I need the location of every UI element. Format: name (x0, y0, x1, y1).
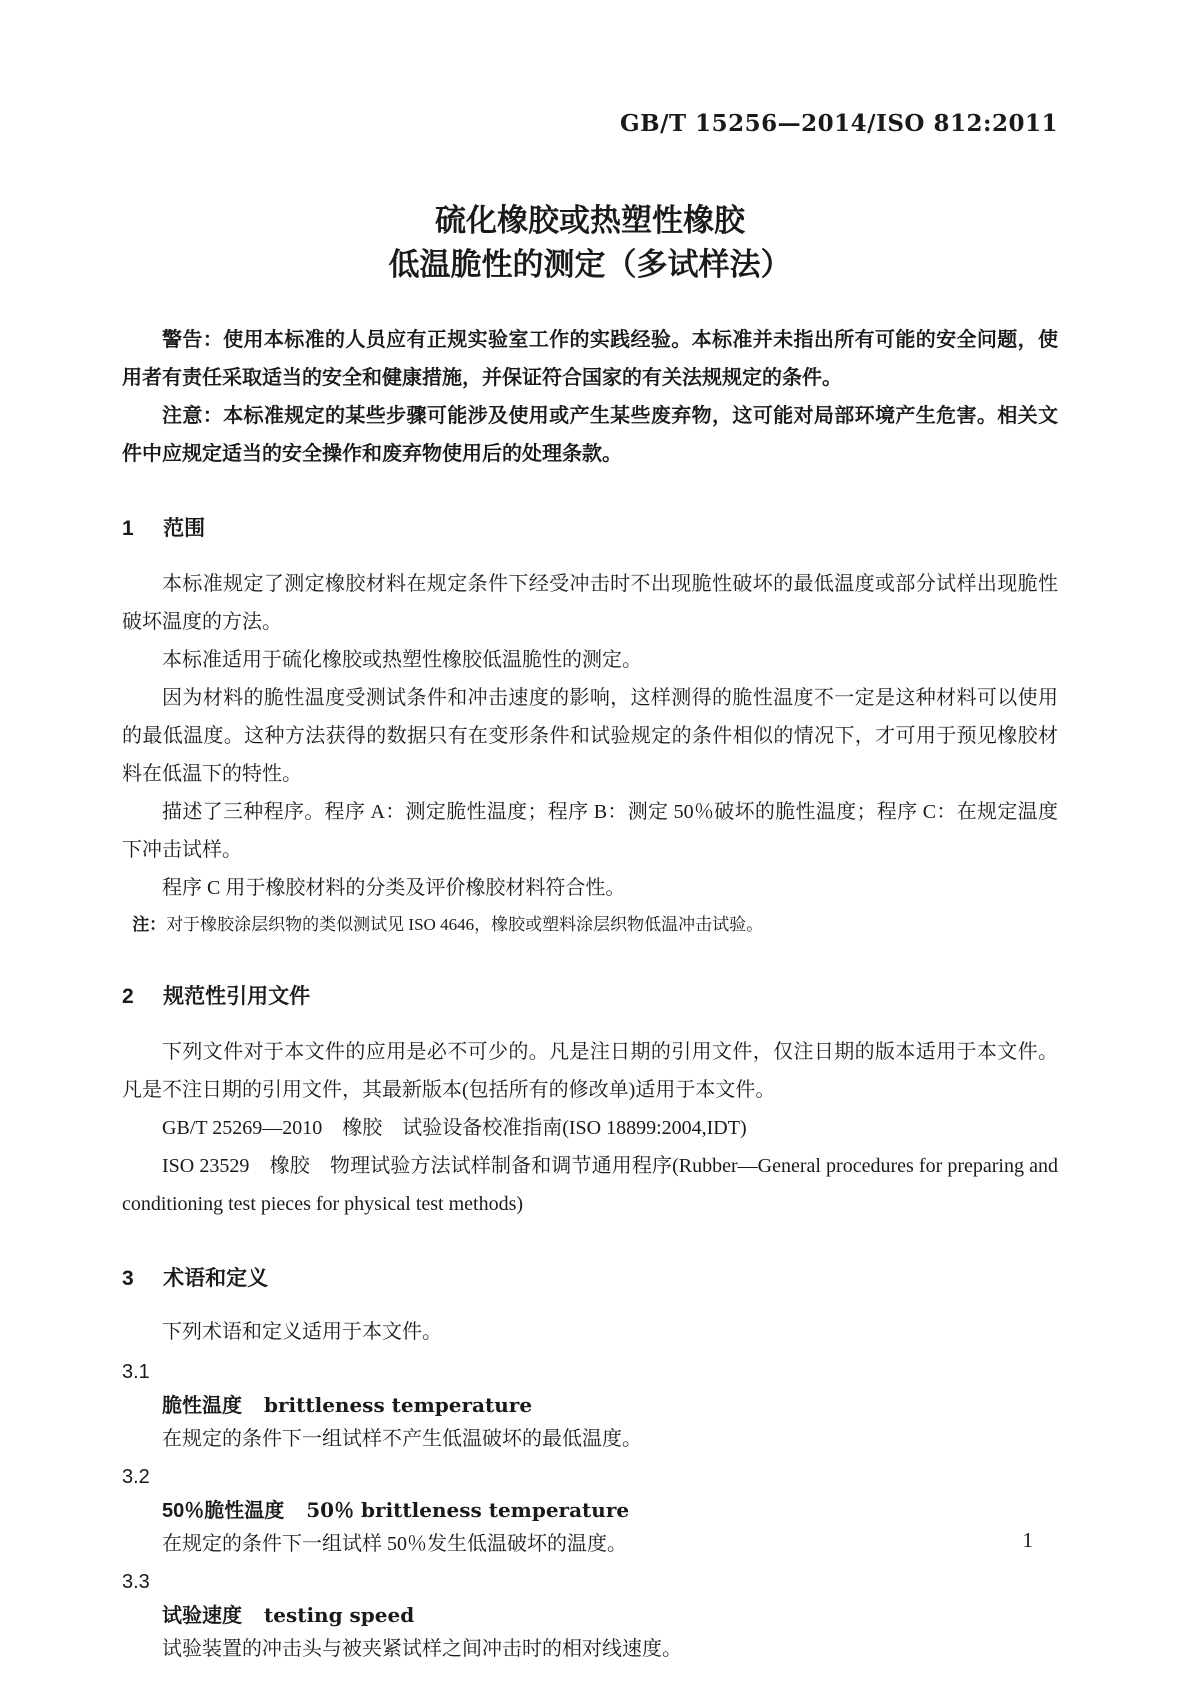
term-id: 3.3 (122, 1571, 150, 1593)
reference-item: GB/T 25269—2010 橡胶 试验设备校准指南(ISO 18899:2004,IDT) (162, 1117, 747, 1139)
scope-paragraph: 本标准适用于硫化橡胶或热塑性橡胶低温脆性的测定。 (162, 649, 642, 671)
term-entry (122, 1565, 1058, 1666)
term-definition: 试验装置的冲击头与被夹紧试样之间冲击时的相对线速度。 (162, 1638, 682, 1660)
clause-3-title: 术语和定义 (163, 1267, 269, 1290)
document-title-line2: 低温脆性的测定（多试样法） (388, 247, 792, 282)
scope-paragraph: 描述了三种程序。程序 A：测定脆性温度；程序 B：测定 50％破坏的脆性温度；程序 C：在规定温度下冲击试样。 (122, 801, 1058, 861)
terms-intro: 下列术语和定义适用于本文件。 (162, 1321, 442, 1343)
term-en: brittleness temperature (264, 1393, 533, 1417)
clause-1-heading (122, 515, 1058, 543)
page-content (122, 0, 1058, 1666)
references-intro: 下列文件对于本文件的应用是必不可少的。凡是注日期的引用文件，仅注日期的版本适用于本文件。凡是不注日期的引用文件，其最新版本(包括所有的修改单)适用于本文件。 (122, 1041, 1058, 1101)
scope-paragraph: 因为材料的脆性温度受测试条件和冲击速度的影响，这样测得的脆性温度不一定是这种材料可以使用的最低温度。这种方法获得的数据只有在变形条件和试验规定的条件相似的情况下，才可用于预见橡胶材料在低温下的特性。 (122, 687, 1058, 785)
term-entry (122, 1355, 1058, 1456)
page-number: 1 (1022, 1528, 1033, 1552)
term-zh: 50％脆性温度 (162, 1500, 285, 1522)
term-name-line (122, 1599, 1058, 1633)
clause-3-heading (122, 1265, 1058, 1293)
clause-3-number: 3 (122, 1267, 134, 1290)
term-zh: 试验速度 (162, 1605, 242, 1627)
note-text: 对于橡胶涂层织物的类似测试见 ISO 4646，橡胶或塑料涂层织物低温冲击试验。 (166, 915, 764, 934)
term-id: 3.1 (122, 1361, 150, 1383)
term-en: testing speed (264, 1603, 415, 1627)
standard-code-header: GB/T 15256—2014/ISO 812:2011 (620, 110, 1058, 137)
note-label: 注： (132, 915, 167, 934)
clause-2-body (122, 1033, 1058, 1223)
clause-1-body (122, 565, 1058, 941)
scope-paragraph: 程序 C 用于橡胶材料的分类及评价橡胶材料符合性。 (162, 877, 626, 899)
clause-1-title: 范围 (163, 517, 206, 540)
foreword-block (122, 321, 1058, 473)
term-name-line (122, 1494, 1058, 1528)
scope-note (122, 909, 1058, 941)
scope-paragraph: 本标准规定了测定橡胶材料在规定条件下经受冲击时不出现脆性破坏的最低温度或部分试样出现脆性破坏温度的方法。 (122, 573, 1058, 633)
term-zh: 脆性温度 (162, 1395, 242, 1417)
term-en: 50％ brittleness temperature (306, 1498, 630, 1522)
document-title-line1: 硫化橡胶或热塑性橡胶 (435, 203, 745, 238)
term-id: 3.2 (122, 1466, 150, 1488)
clause-1-number: 1 (122, 517, 134, 540)
term-definition: 在规定的条件下一组试样不产生低温破坏的最低温度。 (162, 1428, 642, 1450)
reference-item: ISO 23529 橡胶 物理试验方法试样制备和调节通用程序(Rubber—General procedures for preparing and conditioning test pieces for physical test methods) (122, 1155, 1058, 1215)
clause-2-title: 规范性引用文件 (163, 985, 311, 1008)
term-entry (122, 1460, 1058, 1561)
notice-paragraph: 注意：本标准规定的某些步骤可能涉及使用或产生某些废弃物，这可能对局部环境产生危害。相关文件中应规定适当的安全操作和废弃物使用后的处理条款。 (122, 405, 1058, 465)
document-title (122, 199, 1058, 287)
clause-3-body (122, 1313, 1058, 1666)
warning-paragraph: 警告：使用本标准的人员应有正规实验室工作的实践经验。本标准并未指出所有可能的安全问题，使用者有责任采取适当的安全和健康措施，并保证符合国家的有关法规规定的条件。 (122, 329, 1058, 389)
clause-2-heading (122, 983, 1058, 1011)
term-name-line (122, 1389, 1058, 1423)
clause-2-number: 2 (122, 985, 134, 1008)
term-definition: 在规定的条件下一组试样 50％发生低温破坏的温度。 (162, 1533, 627, 1555)
